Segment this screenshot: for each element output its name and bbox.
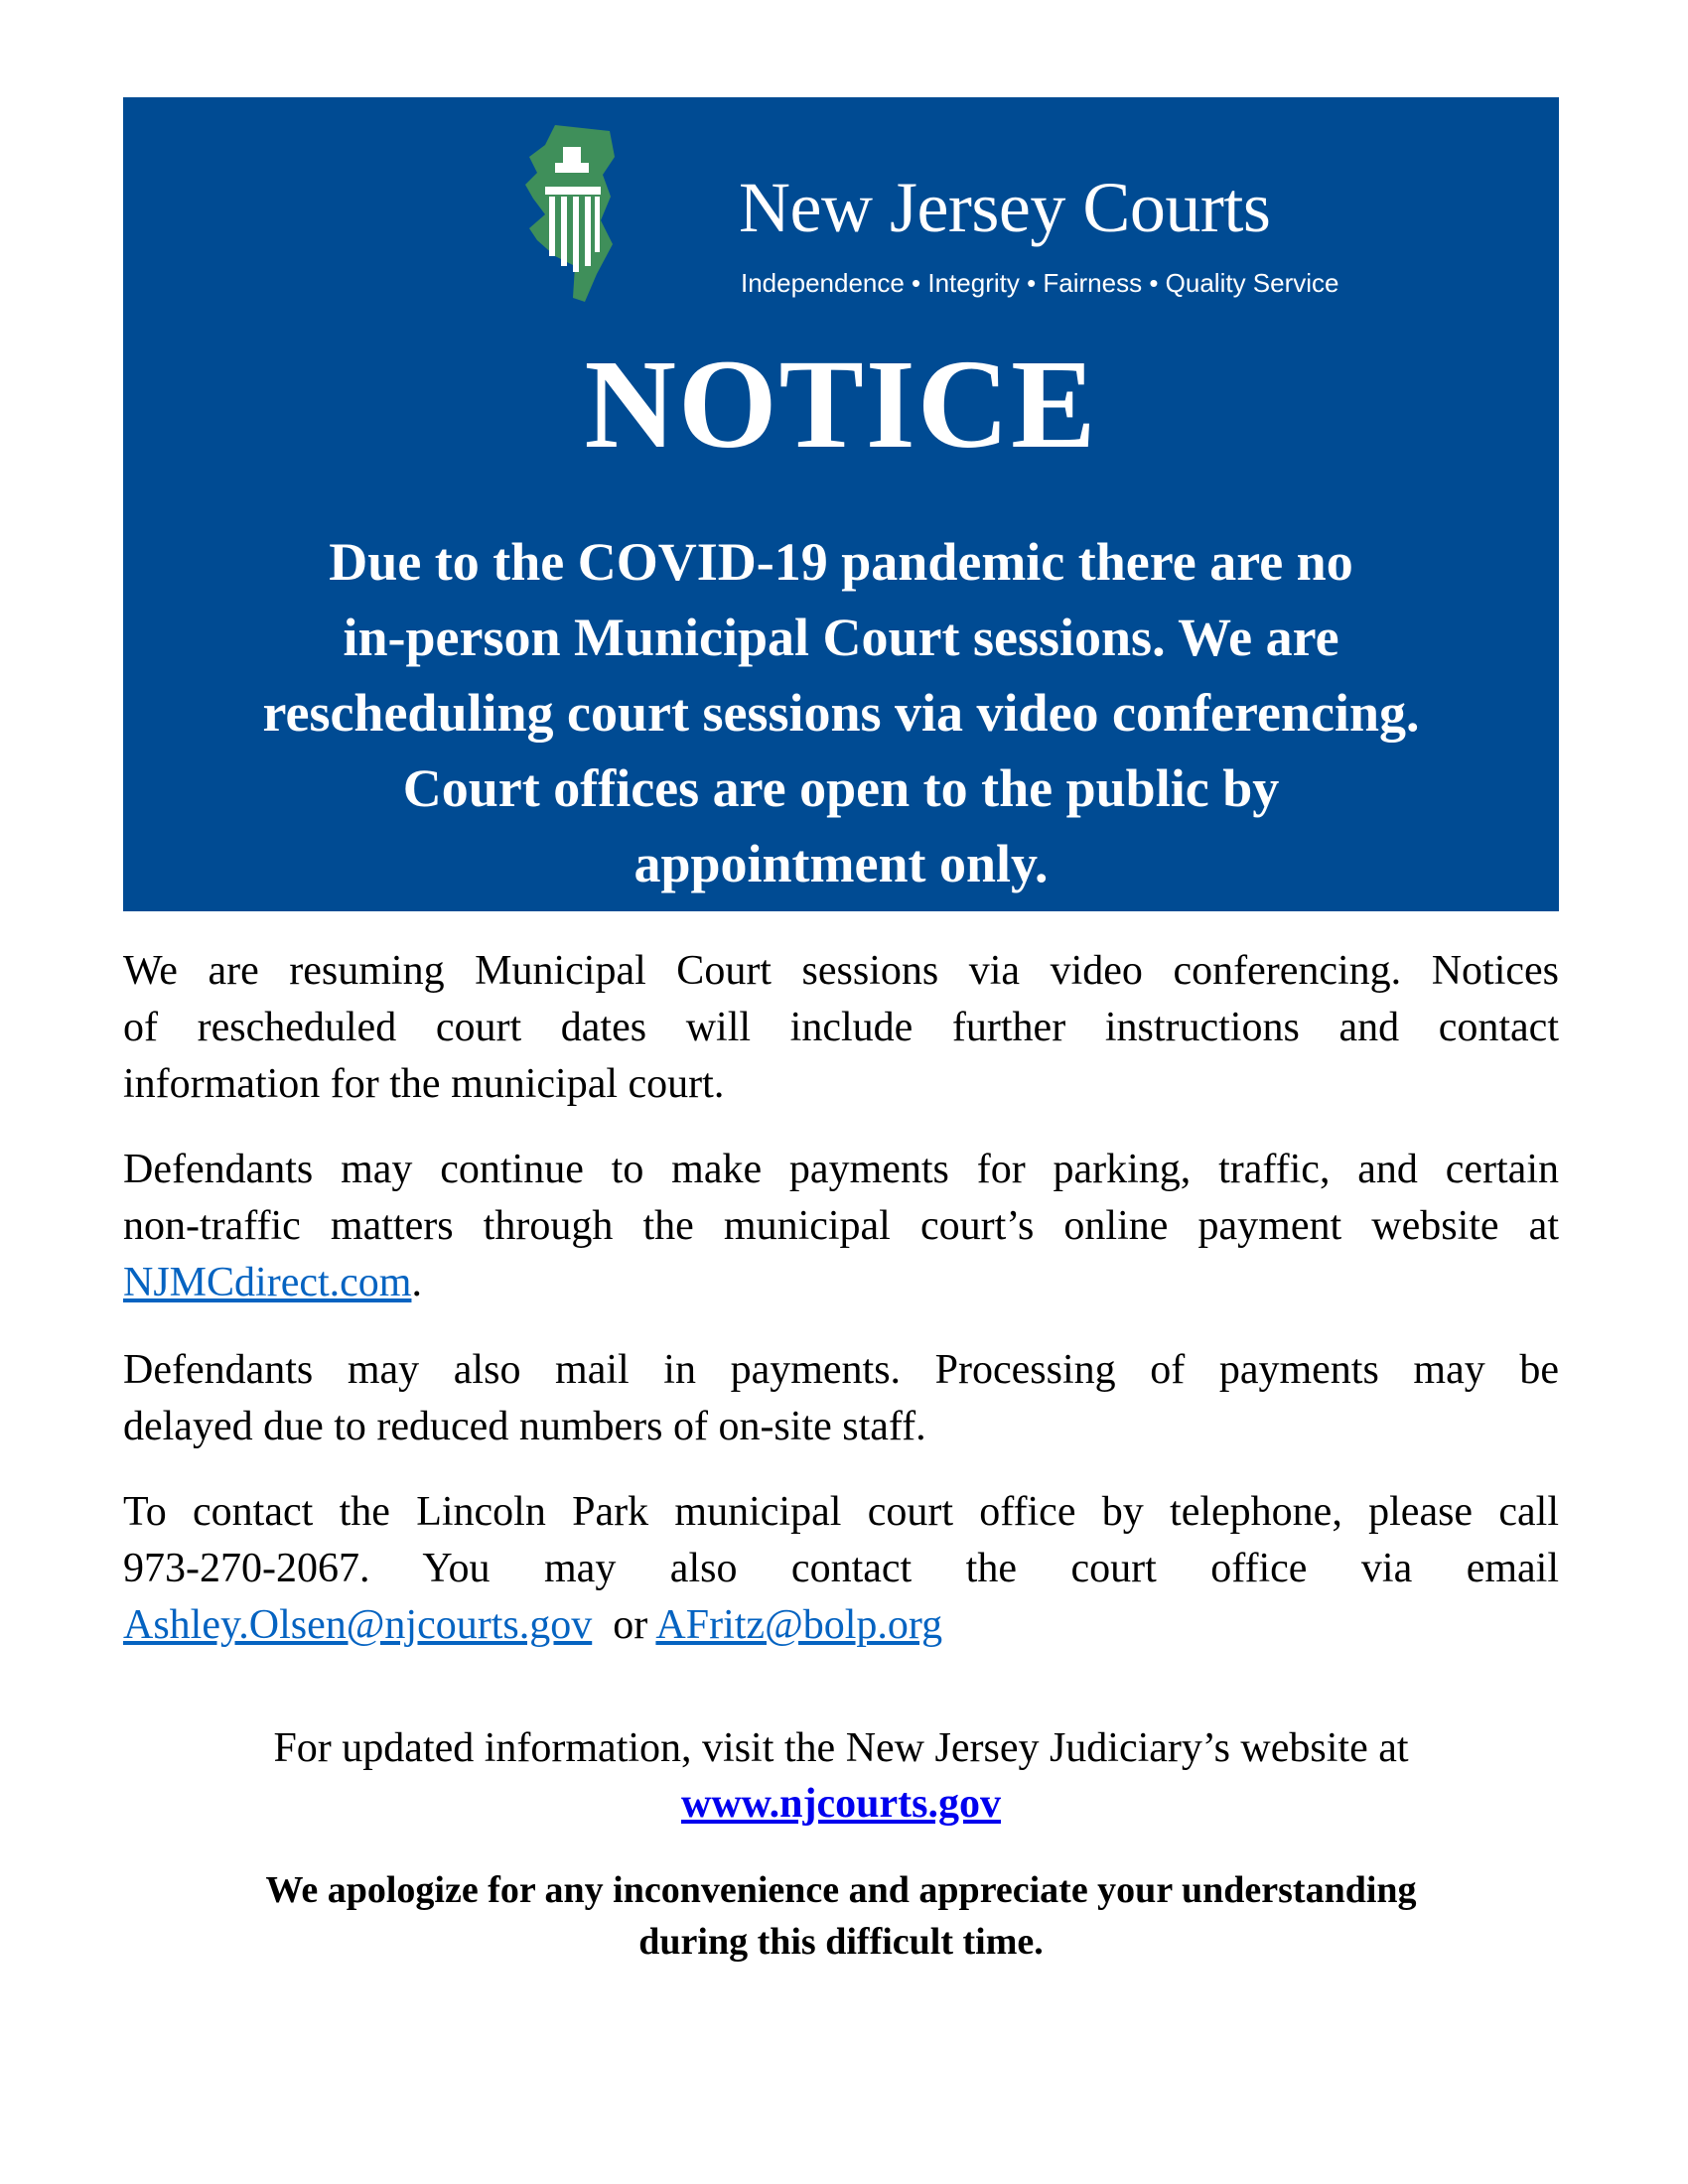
nj-state-courthouse-icon	[515, 117, 714, 306]
banner-message	[123, 524, 1559, 901]
paragraph-line: Defendants may also mail in payments. Processing of payments may be	[123, 1347, 1559, 1393]
paragraph-line: 973-270-2067. You may also contact the court office via email	[123, 1546, 1559, 1591]
paragraph-line: of rescheduled court dates will include further instructions and contact	[123, 1005, 1559, 1050]
period: .	[411, 1260, 422, 1305]
banner-message-line: Due to the COVID-19 pandemic there are no	[329, 532, 1353, 592]
updated-text: For updated information, visit the New Jersey Judiciary’s website at	[273, 1725, 1409, 1771]
updated-info	[123, 1720, 1559, 1832]
banner-message-line: appointment only.	[633, 834, 1049, 893]
logo-name: New Jersey Courts	[739, 168, 1271, 247]
paragraph-payments	[123, 1142, 1559, 1311]
paragraph-line	[123, 1597, 1559, 1654]
paragraph-line: To contact the Lincoln Park municipal court office by telephone, please call	[123, 1489, 1559, 1535]
nj-courts-logo	[515, 117, 1339, 306]
paragraph-line: We are resuming Municipal Court sessions via video conferencing. Notices	[123, 948, 1559, 994]
paragraph-mail	[123, 1342, 1559, 1455]
notice-banner	[123, 97, 1559, 911]
banner-message-line: rescheduling court sessions via video conferencing.	[262, 683, 1420, 743]
banner-message-line: Court offices are open to the public by	[402, 758, 1280, 818]
paragraph-contact	[123, 1484, 1559, 1654]
njmcdirect-link[interactable]: NJMCdirect.com	[123, 1260, 412, 1305]
paragraph-line: non-traffic matters through the municipal court’s online payment website at	[123, 1203, 1559, 1249]
apology-text	[123, 1864, 1559, 1968]
logo-tagline: Independence • Integrity • Fairness • Quality Service	[741, 268, 1339, 298]
apology-line: during this difficult time.	[638, 1921, 1044, 1963]
email-link-olsen[interactable]: Ashley.Olsen@njcourts.gov	[123, 1602, 593, 1648]
njcourts-website-link[interactable]: www.njcourts.gov	[681, 1781, 1001, 1827]
paragraph-line: information for the municipal court.	[123, 1061, 725, 1107]
notice-title: NOTICE	[584, 334, 1098, 475]
paragraph-line: Defendants may continue to make payments for parking, traffic, and certain	[123, 1147, 1559, 1192]
apology-line: We apologize for any inconvenience and appreciate your understanding	[265, 1869, 1417, 1911]
paragraph-sessions	[123, 943, 1559, 1113]
or-separator: or	[613, 1602, 648, 1648]
email-link-fritz[interactable]: AFritz@bolp.org	[655, 1602, 943, 1648]
paragraph-line	[123, 1255, 1559, 1311]
paragraph-line: delayed due to reduced numbers of on-site staff.	[123, 1404, 926, 1449]
banner-message-line: in-person Municipal Court sessions. We are	[343, 608, 1339, 667]
